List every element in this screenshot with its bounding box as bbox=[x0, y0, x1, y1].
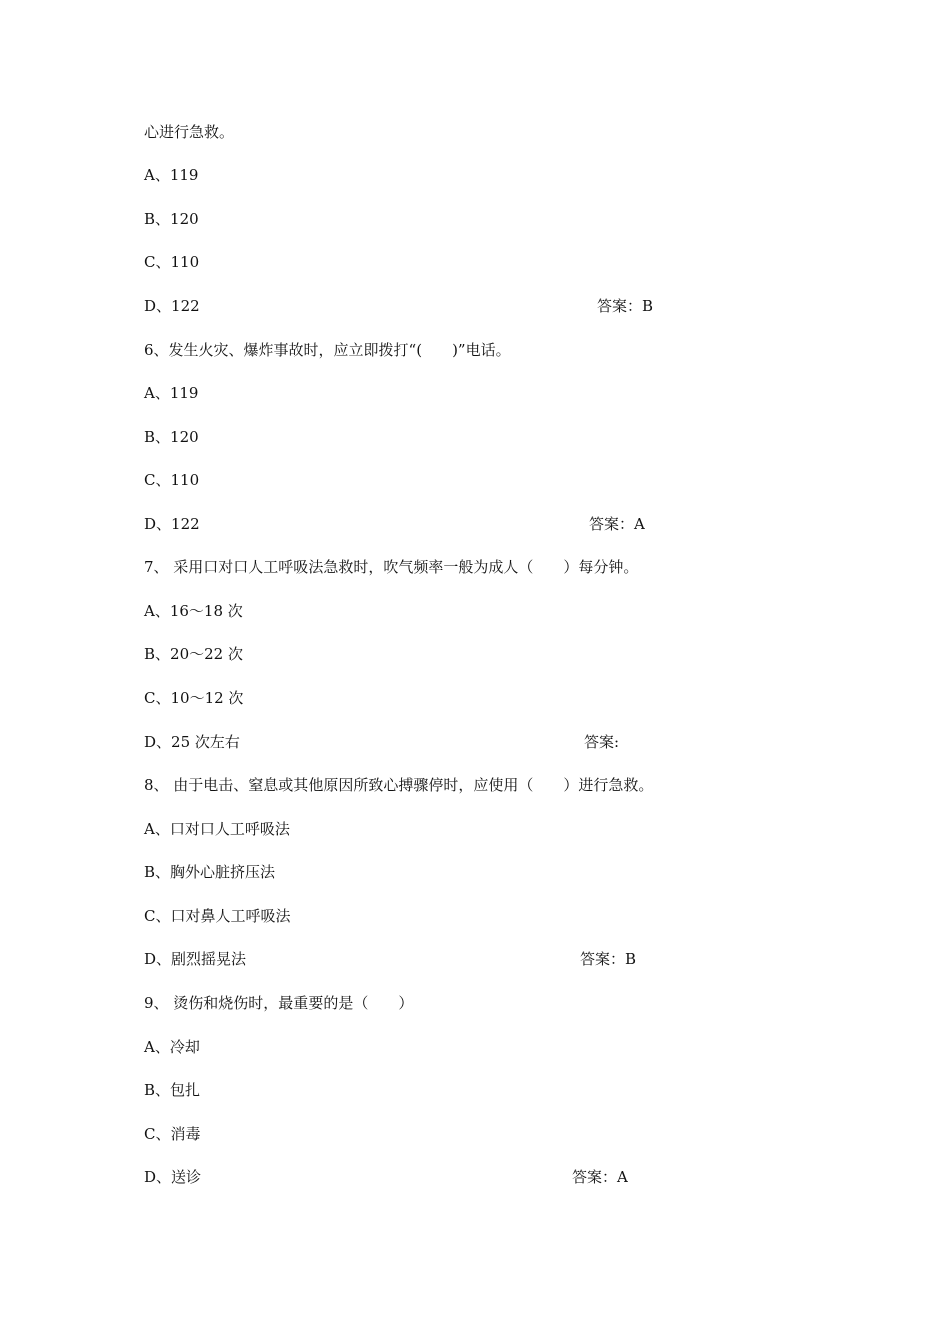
question-9: 9、 烫伤和烧伤时，最重要的是（ ） bbox=[144, 994, 414, 1012]
question-6: 6、发生火灾、爆炸事故时，应立即拨打“( )”电话。 bbox=[144, 341, 511, 359]
q6-option-a: A、119 bbox=[144, 384, 199, 402]
q8-option-a: A、口对口人工呼吸法 bbox=[144, 820, 290, 838]
q9-option-d: D、送诊 bbox=[144, 1168, 202, 1186]
q6-option-b: B、120 bbox=[144, 428, 199, 446]
q9-option-a: A、冷却 bbox=[144, 1038, 200, 1056]
q9-option-b: B、包扎 bbox=[144, 1081, 201, 1099]
q5-option-c: C、110 bbox=[144, 253, 200, 271]
q7-answer: 答案: bbox=[584, 733, 620, 751]
question-8: 8、 由于电击、窒息或其他原因所致心搏骤停时，应使用（ ）进行急救。 bbox=[144, 776, 654, 794]
q5-answer: 答案：B bbox=[597, 297, 654, 315]
q8-option-c: C、口对鼻人工呼吸法 bbox=[144, 907, 291, 925]
question-7: 7、 采用口对口人工呼吸法急救时，吹气频率一般为成人（ ）每分钟。 bbox=[144, 558, 639, 576]
q9-answer: 答案：A bbox=[572, 1168, 628, 1186]
q8-answer: 答案：B bbox=[580, 950, 637, 968]
q5-option-a: A、119 bbox=[144, 166, 199, 184]
question-5-continuation: 心进行急救。 bbox=[144, 123, 235, 141]
q8-option-d: D、剧烈摇晃法 bbox=[144, 950, 247, 968]
q9-option-c: C、消毒 bbox=[144, 1125, 201, 1143]
q6-option-d: D、122 bbox=[144, 515, 200, 533]
q7-option-c: C、10～12 次 bbox=[144, 689, 244, 707]
q5-option-b: B、120 bbox=[144, 210, 199, 228]
q7-option-b: B、20～22 次 bbox=[144, 645, 243, 663]
q7-option-d: D、25 次左右 bbox=[144, 733, 240, 751]
q5-option-d: D、122 bbox=[144, 297, 200, 315]
q7-option-a: A、16～18 次 bbox=[144, 602, 243, 620]
q6-option-c: C、110 bbox=[144, 471, 200, 489]
q8-option-b: B、胸外心脏挤压法 bbox=[144, 863, 276, 881]
q6-answer: 答案：A bbox=[589, 515, 645, 533]
